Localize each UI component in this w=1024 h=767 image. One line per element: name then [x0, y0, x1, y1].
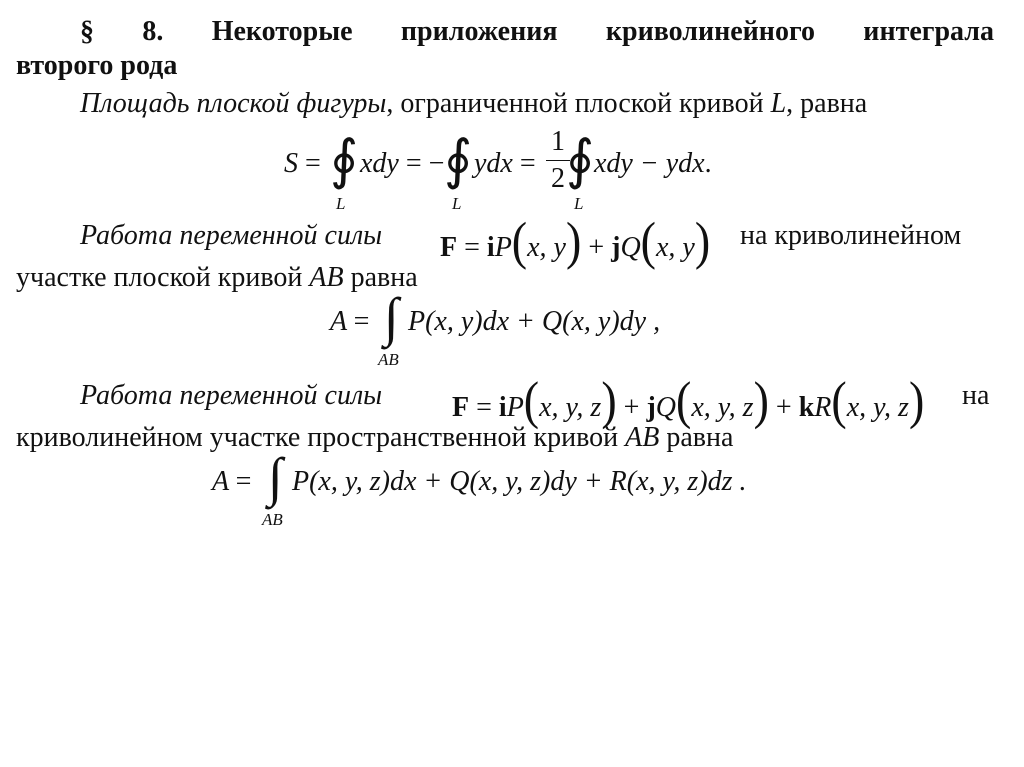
section-title-line1: § 8. Некоторые приложения криволинейного интеграла: [80, 16, 994, 47]
area-var-L: L: [770, 88, 787, 119]
work3d-lower-limit: AB: [262, 510, 283, 529]
contour-integral-sign-1: ∮: [330, 130, 359, 190]
area-int1: xdy = −: [360, 148, 445, 179]
work3d-integral-lhs: A =: [212, 466, 252, 497]
lower-limit-1: L: [336, 194, 346, 213]
lower-limit-2: L: [452, 194, 462, 213]
work3d-label-italic: Работа переменной силы: [80, 380, 383, 411]
section-title-line2: второго рода: [16, 50, 178, 81]
work2d-line1: [80, 220, 382, 252]
work2d-lower-limit: AB: [378, 350, 399, 369]
work3d-line2: криволинейном участке пространственной кривой AB равна: [16, 422, 734, 453]
area-label-rest: , ограниченной плоской кривой: [386, 88, 764, 119]
fraction-denominator: 2: [551, 163, 565, 194]
work2d-after: на криволинейном: [740, 220, 962, 251]
fraction-numerator: 1: [551, 126, 565, 157]
area-eq1: =: [305, 148, 321, 179]
area-label-italic: Площадь плоской фигуры: [80, 88, 387, 119]
area-S: S: [284, 148, 298, 179]
work2d-force-formula: F = iP(x, y) + jQ(x, y): [440, 211, 711, 270]
area-tail: , равна: [786, 88, 868, 119]
work3d-force-formula: F = iP(x, y, z) + jQ(x, y, z) + kR(x, y, z): [452, 371, 925, 430]
work3d-line1: [80, 380, 382, 412]
work2d-integral-body: P(x, y)dx + Q(x, y)dy ,: [408, 306, 661, 337]
area-int3: xdy − ydx.: [594, 148, 712, 179]
integral-sign-2d: ∫: [384, 287, 399, 347]
lower-limit-3: L: [574, 194, 584, 213]
integral-sign-3d: ∫: [268, 447, 283, 507]
work2d-line2: участке плоской кривой AB равна: [16, 262, 418, 293]
contour-integral-sign-3: ∮: [566, 130, 595, 190]
work2d-label-italic: Работа переменной силы: [80, 220, 383, 251]
area-int2: ydx =: [474, 148, 536, 179]
work2d-integral-lhs: A =: [330, 306, 370, 337]
work3d-after: на: [962, 380, 990, 411]
area-formula: [284, 148, 321, 208]
work3d-integral-body: P(x, y, z)dx + Q(x, y, z)dy + R(x, y, z)dz .: [292, 466, 747, 497]
contour-integral-sign-2: ∮: [444, 130, 473, 190]
area-intro: [80, 88, 867, 120]
